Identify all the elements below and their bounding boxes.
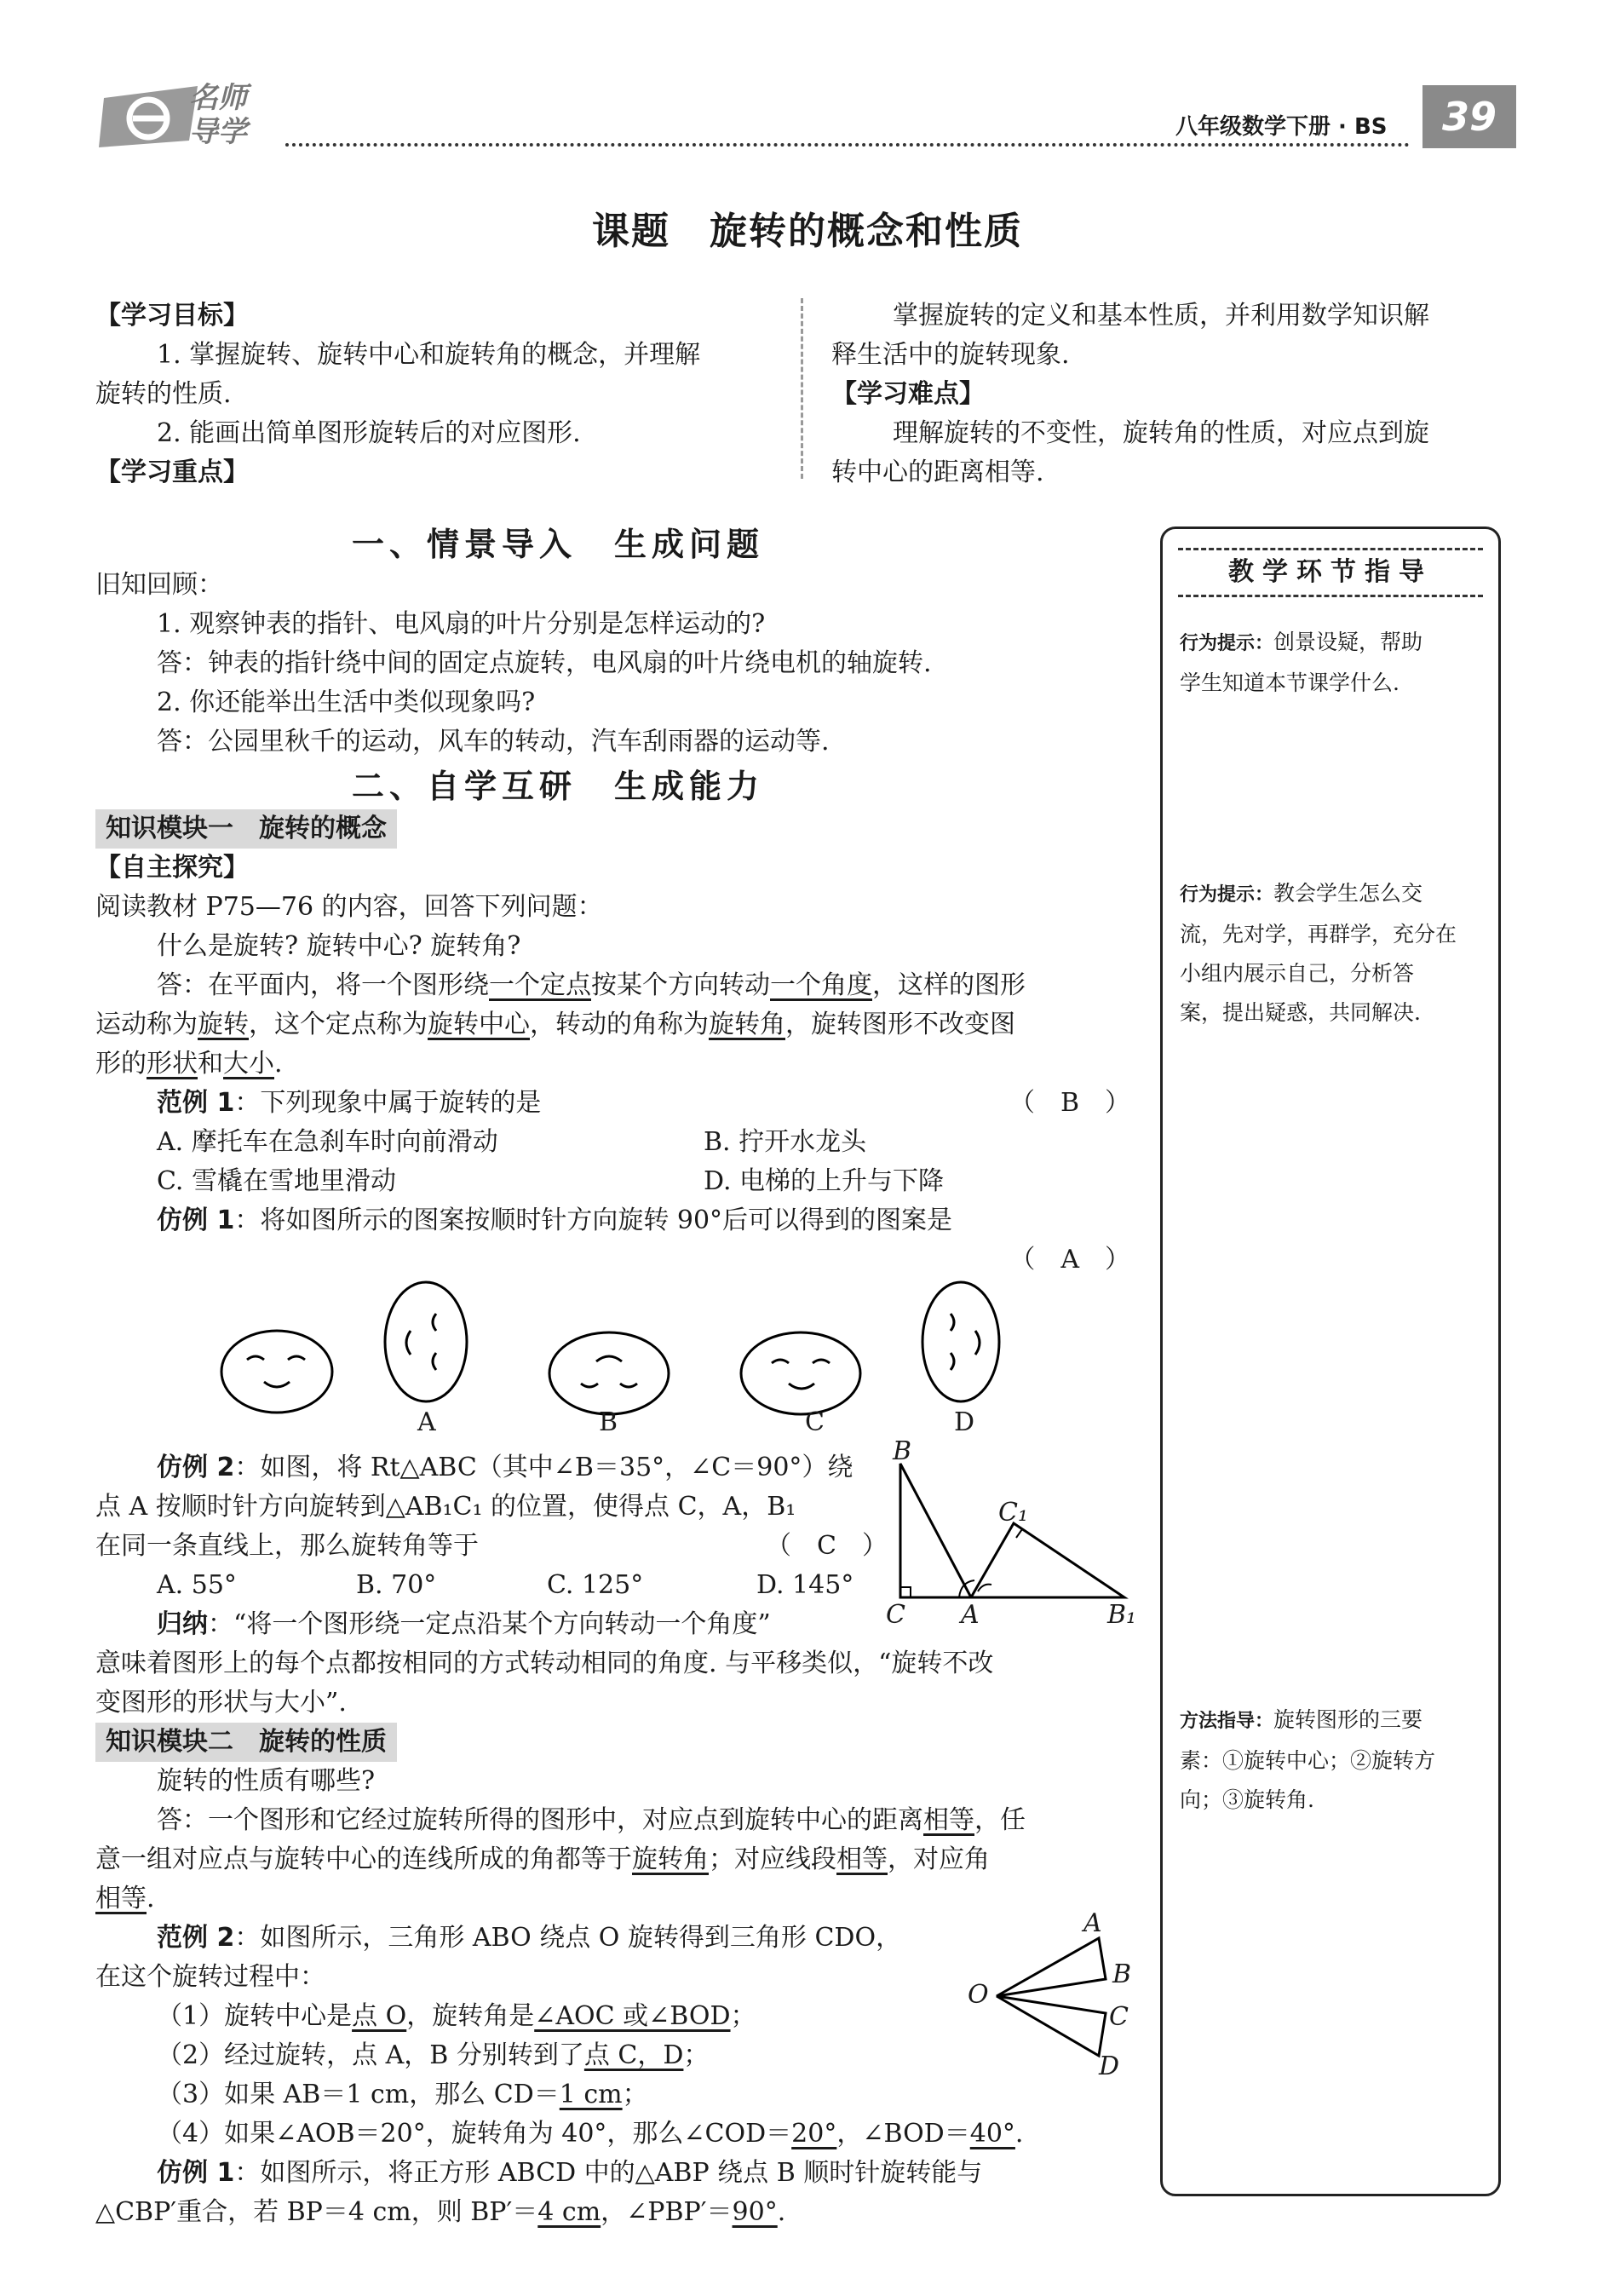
key-points-tag: 【学习重点】 <box>95 457 249 487</box>
summary-line-2: 意味着图形上的每个点都按相同的方式转动相同的角度. 与平移类似，“旋转不改 <box>95 1649 994 1678</box>
tri1-label-c: C <box>886 1600 905 1630</box>
tri1-label-c1: C₁ <box>998 1498 1028 1528</box>
example-2-step-1: （1）旋转中心是点 O，旋转角是∠AOC 或∠BOD； <box>157 2001 756 2031</box>
similar-3-line-2: △CBP′重合，若 BP＝4 cm，则 BP′＝4 cm，∠PBP′＝90°. <box>95 2197 786 2227</box>
summary-line-1: 归纳：“将一个图形绕一定点沿某个方向转动一个角度” <box>157 1609 771 1639</box>
page-title: 课题 旋转的概念和性质 <box>592 210 1023 253</box>
goal-1: 1. 掌握旋转、旋转中心和旋转角的概念，并理解 <box>157 340 701 370</box>
tri2-label-o: O <box>968 1980 989 2010</box>
section-2-heading: 二、自学互研 生成能力 <box>351 768 764 805</box>
goal-1-cont: 旋转的性质. <box>95 379 232 409</box>
explore-tag: 【自主探究】 <box>95 853 249 883</box>
teaching-guide-sidebar <box>1160 527 1501 2196</box>
similar-2-line-2: 点 A 按顺时针方向旋转到△AB₁C₁ 的位置，使得点 C，A，B₁ <box>95 1492 796 1522</box>
face-option-b <box>549 1332 669 1414</box>
summary-and-module-2 <box>95 1605 1130 2232</box>
similar-2-answer: （ C ） <box>766 1531 888 1561</box>
example-2-step-2: （2）经过旋转，点 A，B 分别转到了点 C，D； <box>157 2040 710 2070</box>
publisher-logo-text: 名师导学 <box>189 81 247 149</box>
goals-divider <box>801 298 803 479</box>
similar-1-answer: （ A ） <box>1009 1245 1130 1275</box>
tri1-label-b: B <box>893 1436 912 1466</box>
tri2-label-a: A <box>1083 1908 1102 1938</box>
original-face <box>221 1331 332 1413</box>
example-1: 范例 1：下列现象中属于旋转的是 （ B ） <box>95 1084 1130 1123</box>
sidebar-note-1: 行为提示：创景设疑，帮助 学生知道本节课学什么. <box>1180 630 1423 695</box>
similar-1: 仿例 1：将如图所示的图案按顺时针方向旋转 90°后可以得到的图案是 <box>157 1206 953 1235</box>
module-1-heading: 知识模块一 旋转的概念 <box>95 809 397 849</box>
goals-right <box>831 296 1521 492</box>
triangle-rotation-figure <box>886 1448 1141 1627</box>
example-1-options-ab: A. 摩托车在急刹车时向前滑动 B. 拧开水龙头 <box>157 1127 867 1157</box>
face-option-d <box>922 1282 999 1401</box>
property-answer-line-1: 答：一个图形和它经过旋转所得的图形中，对应点到旋转中心的距离相等，任 <box>157 1805 1026 1835</box>
face-label-d: D <box>954 1407 975 1437</box>
example-2-line-1: 范例 2：如图所示，三角形 ABO 绕点 O 旋转得到三角形 CDO， <box>157 1923 902 1953</box>
face-option-c <box>741 1332 860 1414</box>
example-2-step-4: （4）如果∠AOB＝20°，旋转角为 40°，那么∠COD＝20°，∠BOD＝40°. <box>157 2119 1024 2149</box>
tri2-label-b: B <box>1112 1959 1132 1989</box>
page-number: 39 <box>1422 85 1516 148</box>
section-1-body <box>95 566 1130 762</box>
section-1-heading: 一、情景导入 生成问题 <box>351 526 764 563</box>
question-1: 1. 观察钟表的指针、电风扇的叶片分别是怎样运动的? <box>157 609 766 639</box>
concept-answer-line-2: 运动称为旋转，这个定点称为旋转中心，转动的角称为旋转角，旋转图形不改变图 <box>95 1010 1015 1039</box>
example-1-options-cd: C. 雪橇在雪地里滑动 D. 电梯的上升与下降 <box>157 1166 945 1196</box>
face-label-a: A <box>417 1407 436 1437</box>
difficulty-text-cont: 转中心的距离相等. <box>831 457 1044 487</box>
review-label: 旧知回顾： <box>95 570 223 600</box>
section-2-body <box>95 809 1130 1280</box>
property-answer-line-2: 意一组对应点与旋转中心的连线所成的角都等于旋转角；对应线段相等，对应角 <box>95 1844 990 1874</box>
property-answer-line-3: 相等. <box>95 1884 155 1913</box>
tri2-label-c: C <box>1109 2002 1129 2032</box>
face-label-b: B <box>599 1407 618 1437</box>
sidebar-heading: 教学环节指导 <box>1178 548 1483 597</box>
similar-2-options: A. 55° B. 70° C. 125° D. 145° <box>157 1570 854 1600</box>
sidebar-note-2: 行为提示：教会学生怎么交 流，先对学，再群学，充分在 小组内展示自己，分析答 案，提出疑惑，共同解决. <box>1180 881 1457 1025</box>
key-points-text-cont: 释生活中的旋转现象. <box>831 340 1070 370</box>
reading-instruction: 阅读教材 P75—76 的内容，回答下列问题： <box>95 892 603 922</box>
face-label-c: C <box>805 1407 825 1437</box>
similar-2-line-1: 仿例 2：如图，将 Rt△ABC（其中∠B＝35°，∠C＝90°）绕 <box>157 1453 853 1482</box>
module-2-heading: 知识模块二 旋转的性质 <box>95 1723 397 1762</box>
answer-2: 答：公园里秋千的运动，风车的转动，汽车刮雨器的运动等. <box>157 727 830 757</box>
face-option-a <box>385 1282 467 1401</box>
tri1-label-a: A <box>961 1600 980 1630</box>
concept-answer-line-3: 形的形状和大小. <box>95 1049 283 1079</box>
difficulty-text: 理解旋转的不变性，旋转角的性质，对应点到旋 <box>893 418 1429 448</box>
similar-3-line-1: 仿例 1：如图所示，将正方形 ABCD 中的△ABP 绕点 B 顺时针旋转能与 <box>157 2158 983 2188</box>
concept-answer-line-1: 答：在平面内，将一个图形绕一个定点按某个方向转动一个角度，这样的图形 <box>157 970 1026 1000</box>
answer-1: 答：钟表的指针绕中间的固定点旋转，电风扇的叶片绕电机的轴旋转. <box>157 648 932 678</box>
grade-label: 八年级数学下册 · BS <box>1175 114 1388 140</box>
difficulty-tag: 【学习难点】 <box>831 379 985 409</box>
goal-2: 2. 能画出简单图形旋转后的对应图形. <box>157 418 581 448</box>
example-2-line-2: 在这个旋转过程中： <box>95 1962 325 1992</box>
question-2: 2. 你还能举出生活中类似现象吗? <box>157 688 536 717</box>
example-1-answer: （ B ） <box>1009 1088 1130 1118</box>
summary-line-3: 变图形的形状与大小”. <box>95 1688 347 1718</box>
concept-question: 什么是旋转? 旋转中心? 旋转角? <box>157 931 521 961</box>
tri2-label-d: D <box>1099 2051 1120 2081</box>
similar-2-block <box>95 1448 888 1605</box>
goals-left <box>95 296 785 492</box>
sidebar-note-3: 方法指导：旋转图形的三要 素：①旋转中心；②旋转方 向；③旋转角. <box>1180 1707 1436 1812</box>
tri1-label-b1: B₁ <box>1107 1600 1137 1630</box>
key-points-text: 掌握旋转的定义和基本性质，并利用数学知识解 <box>893 301 1429 331</box>
property-question: 旋转的性质有哪些? <box>157 1766 376 1796</box>
header-dotted-rule <box>285 143 1410 147</box>
similar-2-line-3: 在同一条直线上，那么旋转角等于 （ C ） <box>95 1527 879 1566</box>
goals-tag: 【学习目标】 <box>95 301 249 331</box>
example-2-step-3: （3）如果 AB＝1 cm，那么 CD＝1 cm； <box>157 2080 648 2109</box>
